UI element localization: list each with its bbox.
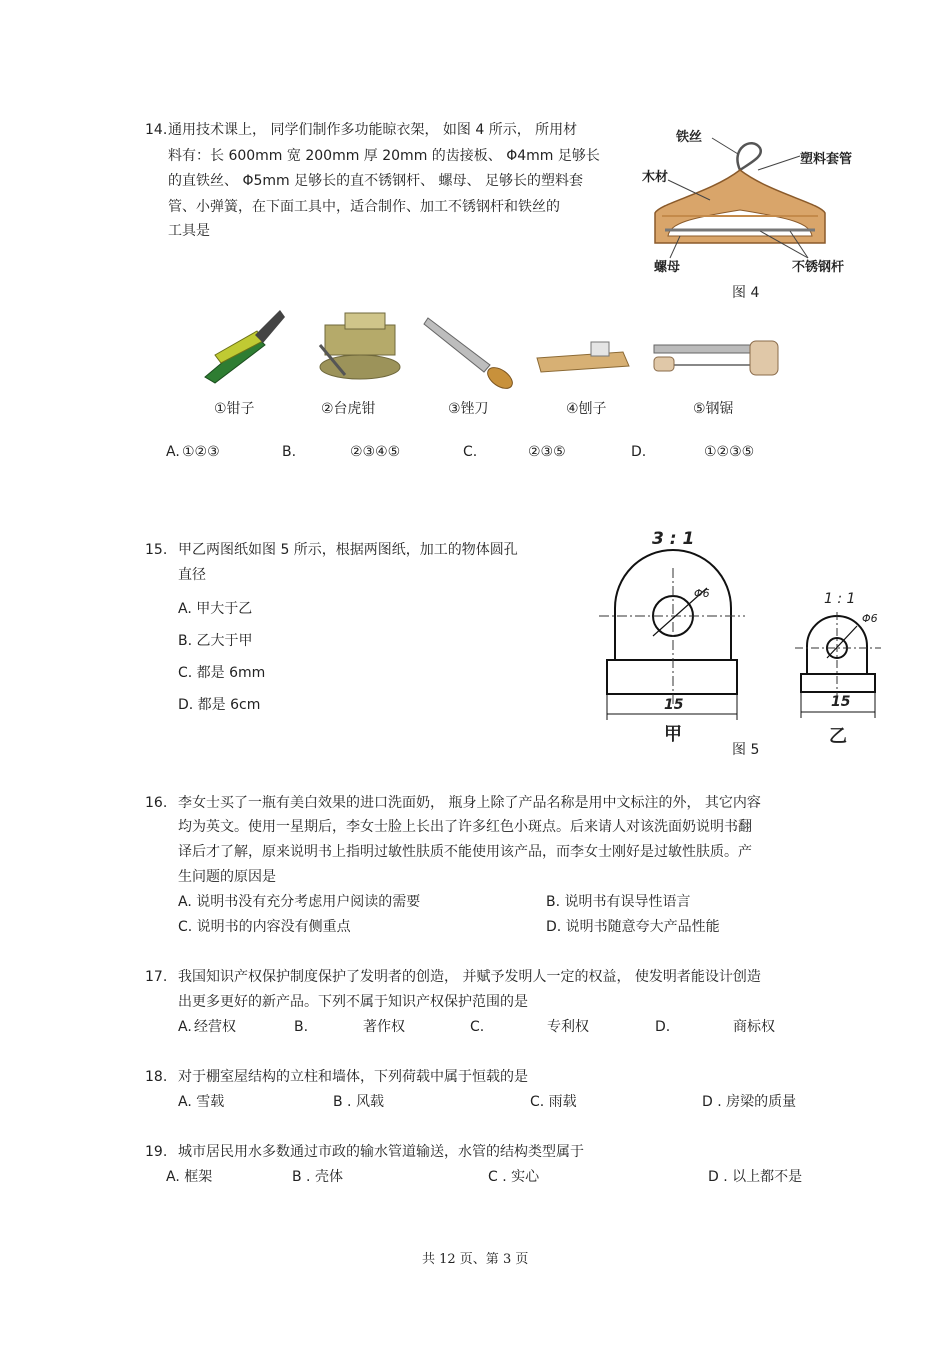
question-text-line: 料有：长 600mm 宽 200mm 厚 20mm 的齿接板、 Φ4mm 足够长 [168, 148, 600, 164]
label-wood: 木材 [642, 170, 669, 185]
tool-label: ①钳子 [214, 401, 255, 417]
pliers-icon [195, 305, 290, 385]
file-tool-icon [420, 310, 520, 390]
option-b[interactable]: B. 说明书有误导性语言 [546, 894, 691, 910]
label-wire: 铁丝 [676, 130, 703, 145]
question-number: 19. [145, 1144, 168, 1160]
figure-5-caption: 图 5 [732, 742, 760, 758]
option-letter: D. [631, 444, 647, 460]
option-b[interactable]: 著作权 [363, 1019, 405, 1035]
tool-label: ③锉刀 [448, 401, 489, 417]
option-b[interactable]: B . 壳体 [292, 1169, 343, 1185]
option-b[interactable]: B . 风载 [333, 1094, 384, 1110]
option-a[interactable]: A. 说明书没有充分考虑用户阅读的需要 [178, 894, 421, 910]
question-text-line: 生问题的原因是 [178, 869, 276, 885]
question-number: 18. [145, 1069, 168, 1085]
width-label-jia: 15 [664, 697, 684, 713]
option-b[interactable]: ②③④⑤ [350, 444, 401, 460]
question-text-line: 译后才了解，原来说明书上指明过敏性肤质不能使用该产品，而李女士刚好是过敏性肤质。产 [178, 844, 752, 860]
drawing-name-yi: 乙 [829, 726, 847, 747]
scale-label-jia: 3 : 1 [652, 529, 695, 549]
question-number: 14. [145, 122, 168, 138]
question-text-line: 管、小弹簧，在下面工具中，适合制作、加工不锈钢杆和铁丝的 [168, 199, 560, 215]
option-letter: D. [655, 1019, 671, 1035]
bench-vise-icon [315, 305, 410, 387]
question-text-line: 出更多更好的新产品。下列不属于知识产权保护范围的是 [178, 994, 528, 1010]
option-d[interactable]: D . 房梁的质量 [702, 1094, 797, 1110]
width-label-yi: 15 [831, 694, 851, 710]
question-text-line: 李女士买了一瓶有美白效果的进口洗面奶， 瓶身上除了产品名称是用中文标注的外， 其它内容 [178, 795, 761, 811]
option-letter: C. [470, 1019, 485, 1035]
question-text-line: 通用技术课上， 同学们制作多功能晾衣架， 如图 4 所示， 所用材 [168, 122, 578, 138]
option-b[interactable]: B. 乙大于甲 [178, 633, 253, 649]
option-c[interactable]: 专利权 [547, 1019, 589, 1035]
plane-tool-icon [533, 330, 633, 380]
option-c[interactable]: ②③⑤ [528, 444, 566, 460]
question-number: 16. [145, 795, 168, 811]
option-a[interactable]: A. 雪载 [178, 1094, 225, 1110]
label-nut: 螺母 [654, 260, 681, 275]
option-c[interactable]: C. 雨载 [530, 1094, 577, 1110]
option-letter: A. [178, 1019, 192, 1035]
hacksaw-icon [650, 335, 785, 385]
option-letter: B. [294, 1019, 309, 1035]
option-letter: C. [463, 444, 478, 460]
option-d[interactable]: ①②③⑤ [704, 444, 755, 460]
option-a[interactable]: A. 甲大于乙 [178, 601, 253, 617]
option-d[interactable]: D. 都是 6cm [178, 697, 261, 713]
option-letter: B. [282, 444, 297, 460]
option-d[interactable]: D. 说明书随意夸大产品性能 [546, 919, 720, 935]
drawing-name-jia: 甲 [664, 724, 682, 745]
option-c[interactable]: C . 实心 [488, 1169, 540, 1185]
question-text-line: 城市居民用水多数通过市政的输水管道输送，水管的结构类型属于 [178, 1144, 584, 1160]
question-text-line: 工具是 [168, 223, 210, 239]
diameter-label-yi: Φ6 [862, 612, 878, 625]
option-letter: A. [166, 444, 180, 460]
question-text-line: 的直铁丝、 Φ5mm 足够长的直不锈钢杆、 螺母、 足够长的塑料套 [168, 173, 584, 189]
option-d[interactable]: 商标权 [733, 1019, 775, 1035]
tool-label: ②台虎钳 [321, 401, 376, 417]
question-number: 15. [145, 542, 168, 558]
question-text-line: 直径 [178, 567, 206, 583]
question-text-line: 我国知识产权保护制度保护了发明者的创造， 并赋予发明人一定的权益， 使发明者能设计创造 [178, 969, 761, 985]
question-text-line: 均为英文。使用一星期后，李女士脸上长出了许多红色小斑点。后来请人对该洗面奶说明书翻 [178, 819, 752, 835]
tool-label: ⑤钢锯 [693, 401, 734, 417]
label-rod: 不锈钢杆 [792, 260, 845, 275]
option-a[interactable]: 经营权 [194, 1019, 236, 1035]
question-text-line: 对于棚室屋结构的立柱和墙体，下列荷载中属于恒载的是 [178, 1069, 528, 1085]
option-c[interactable]: C. 都是 6mm [178, 665, 266, 681]
option-c[interactable]: C. 说明书的内容没有侧重点 [178, 919, 351, 935]
option-d[interactable]: D . 以上都不是 [708, 1169, 803, 1185]
scale-label-yi: 1 : 1 [824, 591, 856, 607]
page-footer: 共 12 页、第 3 页 [422, 1252, 529, 1267]
tool-label: ④刨子 [566, 401, 607, 417]
label-sleeve: 塑料套管 [800, 152, 853, 167]
option-a[interactable]: ①②③ [182, 444, 220, 460]
question-text-line: 甲乙两图纸如图 5 所示，根据两图纸，加工的物体圆孔 [178, 542, 518, 558]
option-a[interactable]: A. 框架 [166, 1169, 213, 1185]
diameter-label-jia: Φ6 [694, 587, 710, 600]
figure-4-caption: 图 4 [732, 285, 760, 301]
figure-5-drawings [595, 528, 885, 753]
question-number: 17. [145, 969, 168, 985]
figure-4-hanger [640, 118, 870, 288]
